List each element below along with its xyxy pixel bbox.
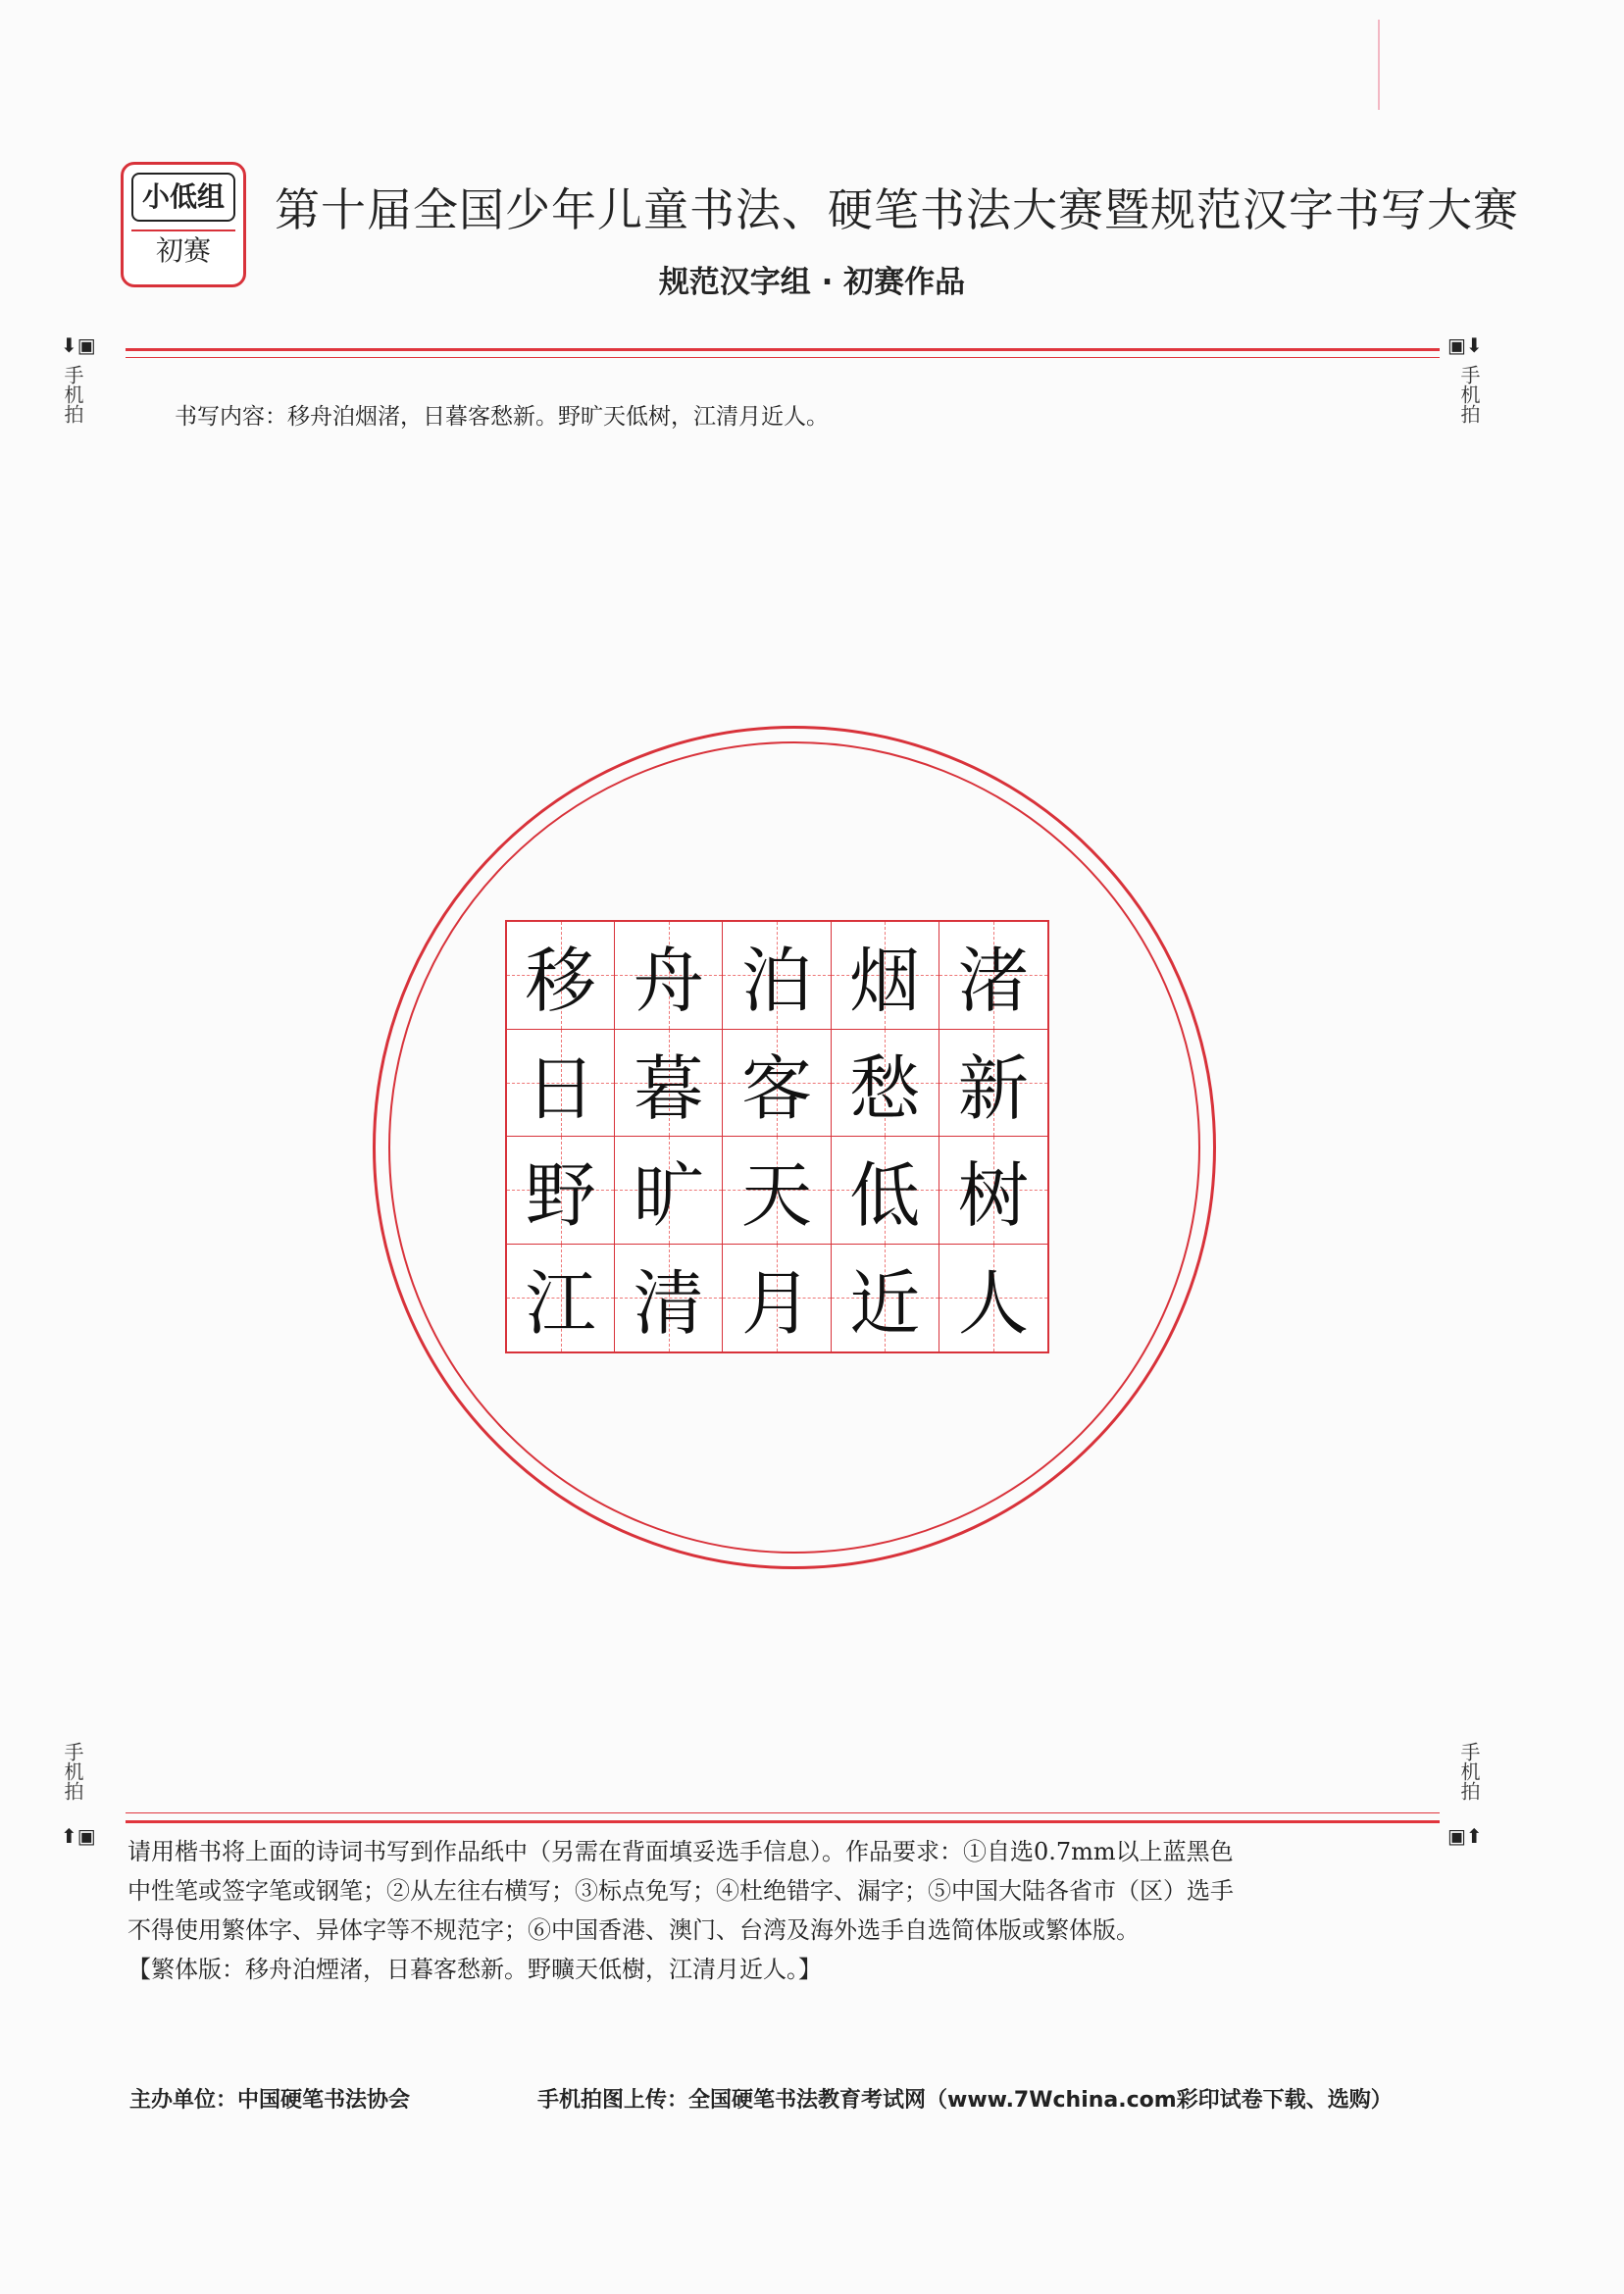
edge-mark [1378,20,1380,110]
grid-cell: 暮 [615,1030,723,1138]
grid-cell: 低 [832,1137,939,1245]
grid-cell: 愁 [832,1030,939,1138]
bottom-red-line-thin [126,1812,1440,1813]
writing-content: 书写内容：移舟泊烟渚，日暮客愁新。野旷天低树，江清月近人。 [175,404,829,430]
camera-icon: ▣⬇ [1447,333,1483,357]
top-red-line [126,348,1440,351]
group-label: 小低组 [131,173,235,222]
grid-cell: 清 [615,1245,723,1352]
grid-cell: 舟 [615,922,723,1030]
grid-cell: 旷 [615,1137,723,1245]
grid-cell: 客 [723,1030,831,1138]
side-label-top-right: 手机拍 [1457,365,1481,424]
side-label-bottom-right: 手机拍 [1457,1742,1481,1801]
stage-label: 初赛 [155,234,211,267]
camera-icon: ▣⬆ [1447,1824,1483,1848]
grid-cell: 树 [939,1137,1047,1245]
grid-cell: 移 [507,922,615,1030]
requirement-line: 请用楷书将上面的诗词书写到作品纸中（另需在背面填妥选手信息）。作品要求：①自选0.7mm以上蓝黑色 [127,1838,1234,1865]
camera-icon: ⬇▣ [61,333,96,357]
grid-cell: 泊 [723,922,831,1030]
grid-cell: 月 [723,1245,831,1352]
grid-cell: 新 [939,1030,1047,1138]
upload-info: 手机拍图上传：全国硬笔书法教育考试网（www.7Wchina.com彩印试卷下载、选购） [537,2088,1393,2113]
side-label-bottom-left: 手机拍 [61,1742,84,1801]
requirement-line: 【繁体版：移舟泊煙渚，日暮客愁新。野曠天低樹，江清月近人。】 [127,1956,822,1983]
grid-cell: 渚 [939,922,1047,1030]
organizer: 主办单位：中国硬笔书法协会 [129,2088,411,2113]
top-red-line-thin [126,357,1440,358]
side-label-top-left: 手机拍 [61,365,84,424]
grid-cell: 日 [507,1030,615,1138]
grid-cell: 天 [723,1137,831,1245]
grid-cell: 烟 [832,922,939,1030]
character-grid [505,920,1049,1353]
page-title: 第十届全国少年儿童书法、硬笔书法大赛暨规范汉字书写大赛 [275,183,1519,236]
bottom-red-line [126,1820,1440,1823]
requirement-line: 中性笔或签字笔或钢笔；②从左往右横写；③标点免写；④杜绝错字、漏字；⑤中国大陆各省市（区）选手 [127,1877,1234,1905]
requirements-text [127,1832,1432,1989]
grid-cell: 近 [832,1245,939,1352]
grid-cell: 江 [507,1245,615,1352]
grid-cell: 人 [939,1245,1047,1352]
camera-icon: ⬆▣ [61,1824,96,1848]
grid-cell: 野 [507,1137,615,1245]
requirement-line: 不得使用繁体字、异体字等不规范字；⑥中国香港、澳门、台湾及海外选手自选简体版或繁体版。 [127,1916,1140,1944]
page-subtitle: 规范汉字组 · 初赛作品 [658,265,966,300]
